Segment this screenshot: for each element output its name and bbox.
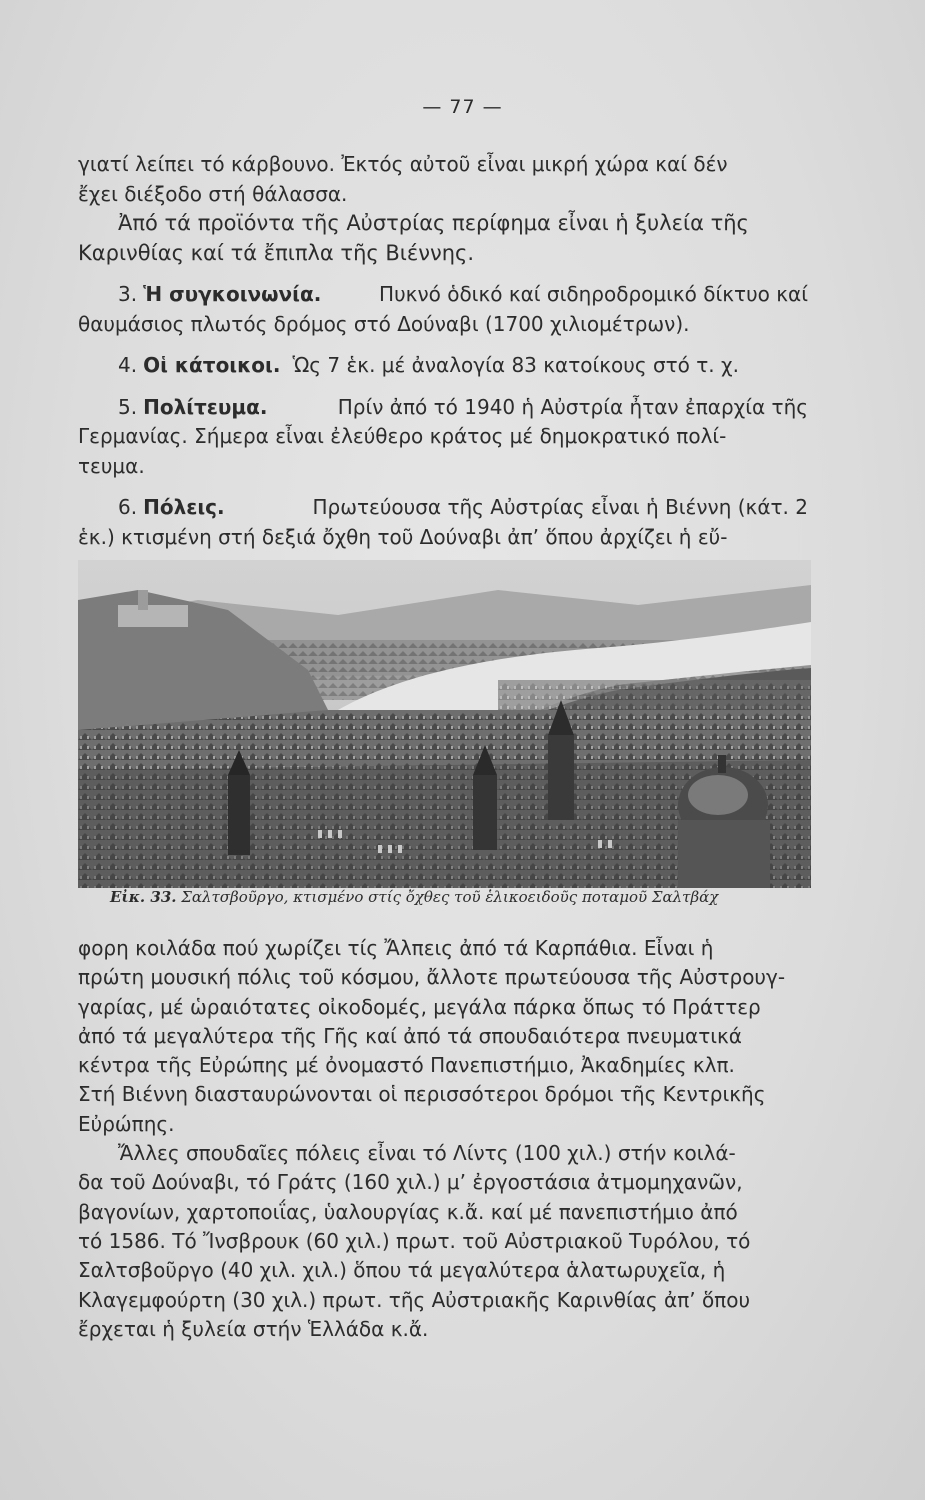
city-panorama-image — [78, 560, 811, 888]
text-line: τευμα. — [78, 453, 145, 478]
text-line: τό 1586. Τό Ἴνσβρουκ (60 χιλ.) πρωτ. τοῦ Αὐστριακοῦ Τυρόλου, τό — [78, 1228, 751, 1253]
section-text: Πρίν ἀπό τό 1940 ἡ Αὐστρία ἦταν ἐπαρχία τῆς — [337, 394, 808, 419]
text-line: πρώτη μουσική πόλις τοῦ κόσμου, ἄλλοτε πρωτεύουσα τῆς Αὐστρουγ- — [78, 965, 786, 990]
text-line: δα τοῦ Δούναβι, τό Γράτς (160 χιλ.) μ’ ἐργοστάσια ἀτμομηχανῶν, — [78, 1170, 743, 1195]
text-line: θαυμάσιος πλωτός δρόμος στό Δούναβι (1700 χιλιομέτρων). — [78, 311, 690, 336]
figure-caption — [110, 888, 810, 906]
text-line: ἑκ.) κτισμένη στή δεξιά ὄχθη τοῦ Δούναβι ἀπ’ ὅπου ἀρχίζει ἡ εὔ- — [78, 524, 728, 549]
section-title: Πολίτευμα. — [143, 394, 268, 419]
text-line: Ἀπό τά προϊόντα τῆς Αὐστρίας περίφημα εἶναι ἡ ξυλεία τῆς — [118, 211, 749, 235]
text-line: Καρινθίας καί τά ἔπιπλα τῆς Βιέννης. — [78, 240, 475, 265]
section-text: Πυκνό ὁδικό καί σιδηροδρομικό δίκτυο καί — [379, 282, 808, 306]
text-line: Στή Βιέννη διασταυρώνονται οἱ περισσότεροι δρόμοι τῆς Κεντρικῆς — [78, 1082, 766, 1107]
text-line: Γερμανίας. Σήμερα εἶναι ἐλεύθερο κράτος μέ δημοκρατικό πολί- — [78, 424, 727, 448]
section-number: 4. — [118, 353, 138, 377]
text-line: κέντρα τῆς Εὐρώπης μέ ὀνομαστό Πανεπιστήμιο, Ἀκαδημίες κλπ. — [78, 1053, 735, 1078]
section-number: 6. — [118, 495, 138, 519]
text-line: φορη κοιλάδα πού χωρίζει τίς Ἄλπεις ἀπό τά Καρπάθια. Εἶναι ἡ — [78, 936, 714, 960]
section-number: 3. — [118, 282, 138, 306]
caption-label: Εἰκ. 33. — [110, 888, 177, 906]
text-line: Εὐρώπης. — [78, 1111, 175, 1136]
text-line: ἔρχεται ἡ ξυλεία στήν Ἑλλάδα κ.ἄ. — [78, 1316, 429, 1341]
caption-text: Σαλτσβοῦργο, κτισμένο στίς ὄχθες τοῦ ἑλικοειδοῦς ποταμοῦ Σαλτβάχ — [181, 888, 719, 906]
section-title: Οἱ κάτοικοι. — [143, 353, 281, 377]
section-number: 5. — [118, 394, 138, 419]
text-line: ἀπό τά μεγαλύτερα τῆς Γῆς καί ἀπό τά σπουδαιότερα πνευματικά — [78, 1023, 742, 1048]
text-line: Σαλτσβοῦργο (40 χιλ. χιλ.) ὅπου τά μεγαλύτερα ἁλατωρυχεῖα, ἡ — [78, 1258, 726, 1283]
text-line: ἔχει διέξοδο στή θάλασσα. — [78, 181, 348, 206]
text-line: Κλαγεμφούρτη (30 χιλ.) πρωτ. τῆς Αὐστριακῆς Καρινθίας ἀπ’ ὅπου — [78, 1287, 751, 1312]
section-4-line-1 — [78, 351, 808, 381]
section-title: Πόλεις. — [143, 495, 225, 519]
section-title: Ἡ συγκοινωνία. — [143, 282, 322, 306]
salzburg-photo — [78, 560, 811, 888]
lower-text-block — [78, 934, 808, 1344]
section-text: Πρωτεύουσα τῆς Αὐστρίας εἶναι ἡ Βιέννη (κάτ. 2 — [312, 495, 808, 519]
section-3-line-1 — [78, 280, 808, 310]
upper-text-block — [78, 150, 808, 552]
text-line: γαρίας, μέ ὡραιότατες οἰκοδομές, μεγάλα πάρκα ὅπως τό Πράττερ — [78, 994, 761, 1019]
text-line: Ἄλλες σπουδαῖες πόλεις εἶναι τό Λίντς (100 χιλ.) στήν κοιλά- — [118, 1141, 736, 1166]
section-5-line-1 — [78, 393, 808, 423]
section-text: Ὡς 7 ἑκ. μέ ἀναλογία 83 κατοίκους στό τ. χ. — [292, 353, 739, 377]
text-line: γιατί λείπει τό κάρβουνο. Ἐκτός αὐτοῦ εἶναι μικρή χώρα καί δέν — [78, 152, 728, 176]
section-6-line-1 — [78, 493, 808, 523]
text-line: βαγονίων, χαρτοποιΐας, ὑαλουργίας κ.ἄ. καί μέ πανεπιστήμιο ἀπό — [78, 1199, 738, 1224]
page-number: — 77 — — [422, 96, 503, 118]
